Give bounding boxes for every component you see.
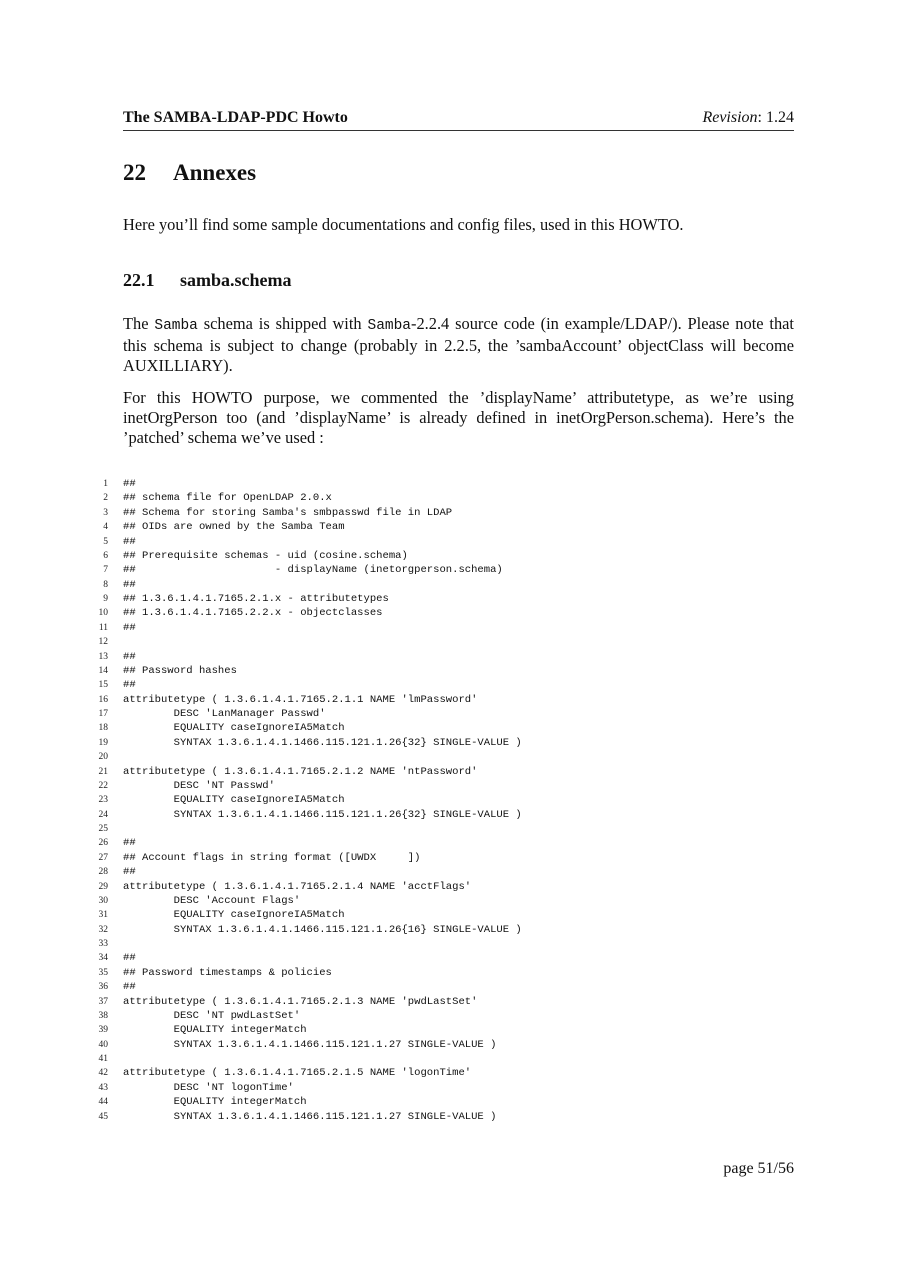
line-number: 44 <box>98 1097 108 1108</box>
code-text: EQUALITY integerMatch <box>123 1024 307 1037</box>
running-header <box>123 108 794 131</box>
code-text: SYNTAX 1.3.6.1.4.1.1466.115.121.1.26{32} SINGLE-VALUE ) <box>123 808 522 821</box>
subsection-heading <box>123 270 292 291</box>
code-text: DESC 'NT Passwd' <box>123 779 275 792</box>
revision-value: : 1.24 <box>757 109 794 126</box>
code-text: ## Prerequisite schemas - uid (cosine.schema) <box>123 549 408 562</box>
code-text: ## schema file for OpenLDAP 2.0.x <box>123 492 332 505</box>
line-number: 28 <box>98 867 108 878</box>
section-title: Annexes <box>173 160 257 185</box>
line-number: 26 <box>98 838 108 849</box>
code-text: ## <box>123 578 136 591</box>
code-text: attributetype ( 1.3.6.1.4.1.7165.2.1.5 NAME 'logonTime' <box>123 1067 472 1080</box>
code-text: ## Schema for storing Samba's smbpasswd file in LDAP <box>123 506 453 519</box>
text: schema is shipped with <box>197 314 368 333</box>
code-text: ## <box>123 837 136 850</box>
line-number: 7 <box>103 565 108 576</box>
line-number: 16 <box>98 694 108 705</box>
page-number: page 51/56 <box>723 1160 794 1177</box>
code-text: ## 1.3.6.1.4.1.7165.2.1.x - attributetypes <box>123 593 389 605</box>
line-number: 37 <box>98 996 108 1007</box>
line-number: 13 <box>98 651 108 662</box>
code-text: SYNTAX 1.3.6.1.4.1.1466.115.121.1.27 SINGLE-VALUE ) <box>123 1038 497 1051</box>
line-number: 10 <box>98 608 108 619</box>
line-number: 39 <box>98 1025 108 1036</box>
line-number: 25 <box>98 824 108 834</box>
code-text: attributetype ( 1.3.6.1.4.1.7165.2.1.1 NAME 'lmPassword' <box>123 693 478 706</box>
line-number: 45 <box>98 1111 108 1122</box>
line-number: 24 <box>98 809 108 820</box>
code-text: SYNTAX 1.3.6.1.4.1.1466.115.121.1.26{16} SINGLE-VALUE ) <box>123 923 522 936</box>
intro-paragraph: Here you’ll find some sample documentations and config files, used in this HOWTO. <box>123 215 684 234</box>
line-number: 3 <box>103 507 108 518</box>
code-text: ## <box>123 981 136 994</box>
code-text: EQUALITY integerMatch <box>123 1096 307 1109</box>
code-text: DESC 'LanManager Passwd' <box>123 708 326 720</box>
section-number: 22 <box>123 160 146 185</box>
paragraph-1 <box>123 314 794 376</box>
subsection-number: 22.1 <box>123 270 155 290</box>
line-number: 22 <box>98 780 108 791</box>
line-number: 43 <box>98 1082 108 1093</box>
code-text: EQUALITY caseIgnoreIA5Match <box>123 722 345 735</box>
code-text: SYNTAX 1.3.6.1.4.1.1466.115.121.1.26{32} SINGLE-VALUE ) <box>123 736 522 749</box>
line-number: 20 <box>98 752 108 763</box>
code-text: DESC 'Account Flags' <box>123 894 301 907</box>
line-number: 27 <box>98 852 108 863</box>
code-text: ## Account flags in string format ([UWDX ]) <box>123 851 421 864</box>
code-text: ## <box>123 650 136 663</box>
code-text: ## <box>123 478 136 490</box>
line-number: 35 <box>98 967 108 978</box>
code-text: ## - displayName (inetorgperson.schema) <box>123 564 503 577</box>
code-text: attributetype ( 1.3.6.1.4.1.7165.2.1.4 NAME 'acctFlags' <box>123 880 472 893</box>
line-number: 5 <box>103 536 108 547</box>
line-number: 41 <box>98 1054 108 1064</box>
code-text: ## <box>123 535 136 548</box>
code-text: EQUALITY caseIgnoreIA5Match <box>123 794 345 807</box>
line-number: 8 <box>103 579 108 590</box>
paragraph-2: For this HOWTO purpose, we commented the ’displayName’ attributetype, as we’re using inetOrgPerson too (and ’displayName’ is already defined in inetOrgPerson.schema). Here’s the ’patched’ schema we’ve used : <box>123 388 794 447</box>
code-text: attributetype ( 1.3.6.1.4.1.7165.2.1.2 NAME 'ntPassword' <box>123 765 478 778</box>
code-text: SYNTAX 1.3.6.1.4.1.1466.115.121.1.27 SINGLE-VALUE ) <box>123 1110 497 1123</box>
text: The <box>123 314 155 333</box>
code-text: ## Password timestamps & policies <box>123 966 332 979</box>
line-number: 29 <box>98 881 108 892</box>
line-number: 21 <box>98 766 108 777</box>
line-number: 33 <box>98 939 108 949</box>
line-number: 9 <box>103 594 108 604</box>
code-text: ## <box>123 621 136 634</box>
line-number: 19 <box>98 737 108 748</box>
line-number: 32 <box>98 924 108 935</box>
revision <box>702 109 794 127</box>
line-number: 2 <box>103 493 108 504</box>
code-text: DESC 'NT pwdLastSet' <box>123 1009 301 1022</box>
line-number: 30 <box>98 895 108 906</box>
text: -2.2.4 source code (in example/LDAP/). Please note that this schema is subject to change (probably in 2.2.5, the ’sambaAccount’ objectClass will become AUXILLIARY). <box>123 314 794 375</box>
section-heading <box>123 160 256 186</box>
line-number: 40 <box>98 1039 108 1050</box>
subsection-title: samba.schema <box>180 270 292 290</box>
line-number: 11 <box>98 622 108 633</box>
line-number: 36 <box>98 982 108 993</box>
line-number: 42 <box>98 1068 108 1079</box>
code-text: DESC 'NT logonTime' <box>123 1081 294 1094</box>
code-text: ## <box>123 952 136 965</box>
line-number: 23 <box>98 795 108 806</box>
line-number: 1 <box>103 479 108 489</box>
line-number: 14 <box>98 665 108 676</box>
code-text: ## 1.3.6.1.4.1.7165.2.2.x - objectclasses <box>123 607 383 620</box>
code-text: ## <box>123 866 136 879</box>
code-text: ## Password hashes <box>123 664 237 677</box>
code-text: ## <box>123 679 136 692</box>
revision-label: Revision <box>702 109 758 126</box>
line-number: 17 <box>98 709 108 719</box>
document-title: The SAMBA-LDAP-PDC Howto <box>123 109 348 126</box>
line-number: 31 <box>98 910 108 921</box>
line-number: 38 <box>98 1010 108 1021</box>
code-text: Samba <box>367 318 412 334</box>
line-number: 12 <box>98 637 108 648</box>
line-number: 18 <box>98 723 108 734</box>
line-number: 6 <box>103 550 108 561</box>
code-text: Samba <box>154 318 198 334</box>
code-text: attributetype ( 1.3.6.1.4.1.7165.2.1.3 NAME 'pwdLastSet' <box>123 995 478 1008</box>
line-number: 34 <box>98 953 108 964</box>
line-number: 4 <box>103 522 108 533</box>
code-text: EQUALITY caseIgnoreIA5Match <box>123 909 345 922</box>
line-number: 15 <box>98 680 108 691</box>
code-text: ## OIDs are owned by the Samba Team <box>123 521 345 534</box>
